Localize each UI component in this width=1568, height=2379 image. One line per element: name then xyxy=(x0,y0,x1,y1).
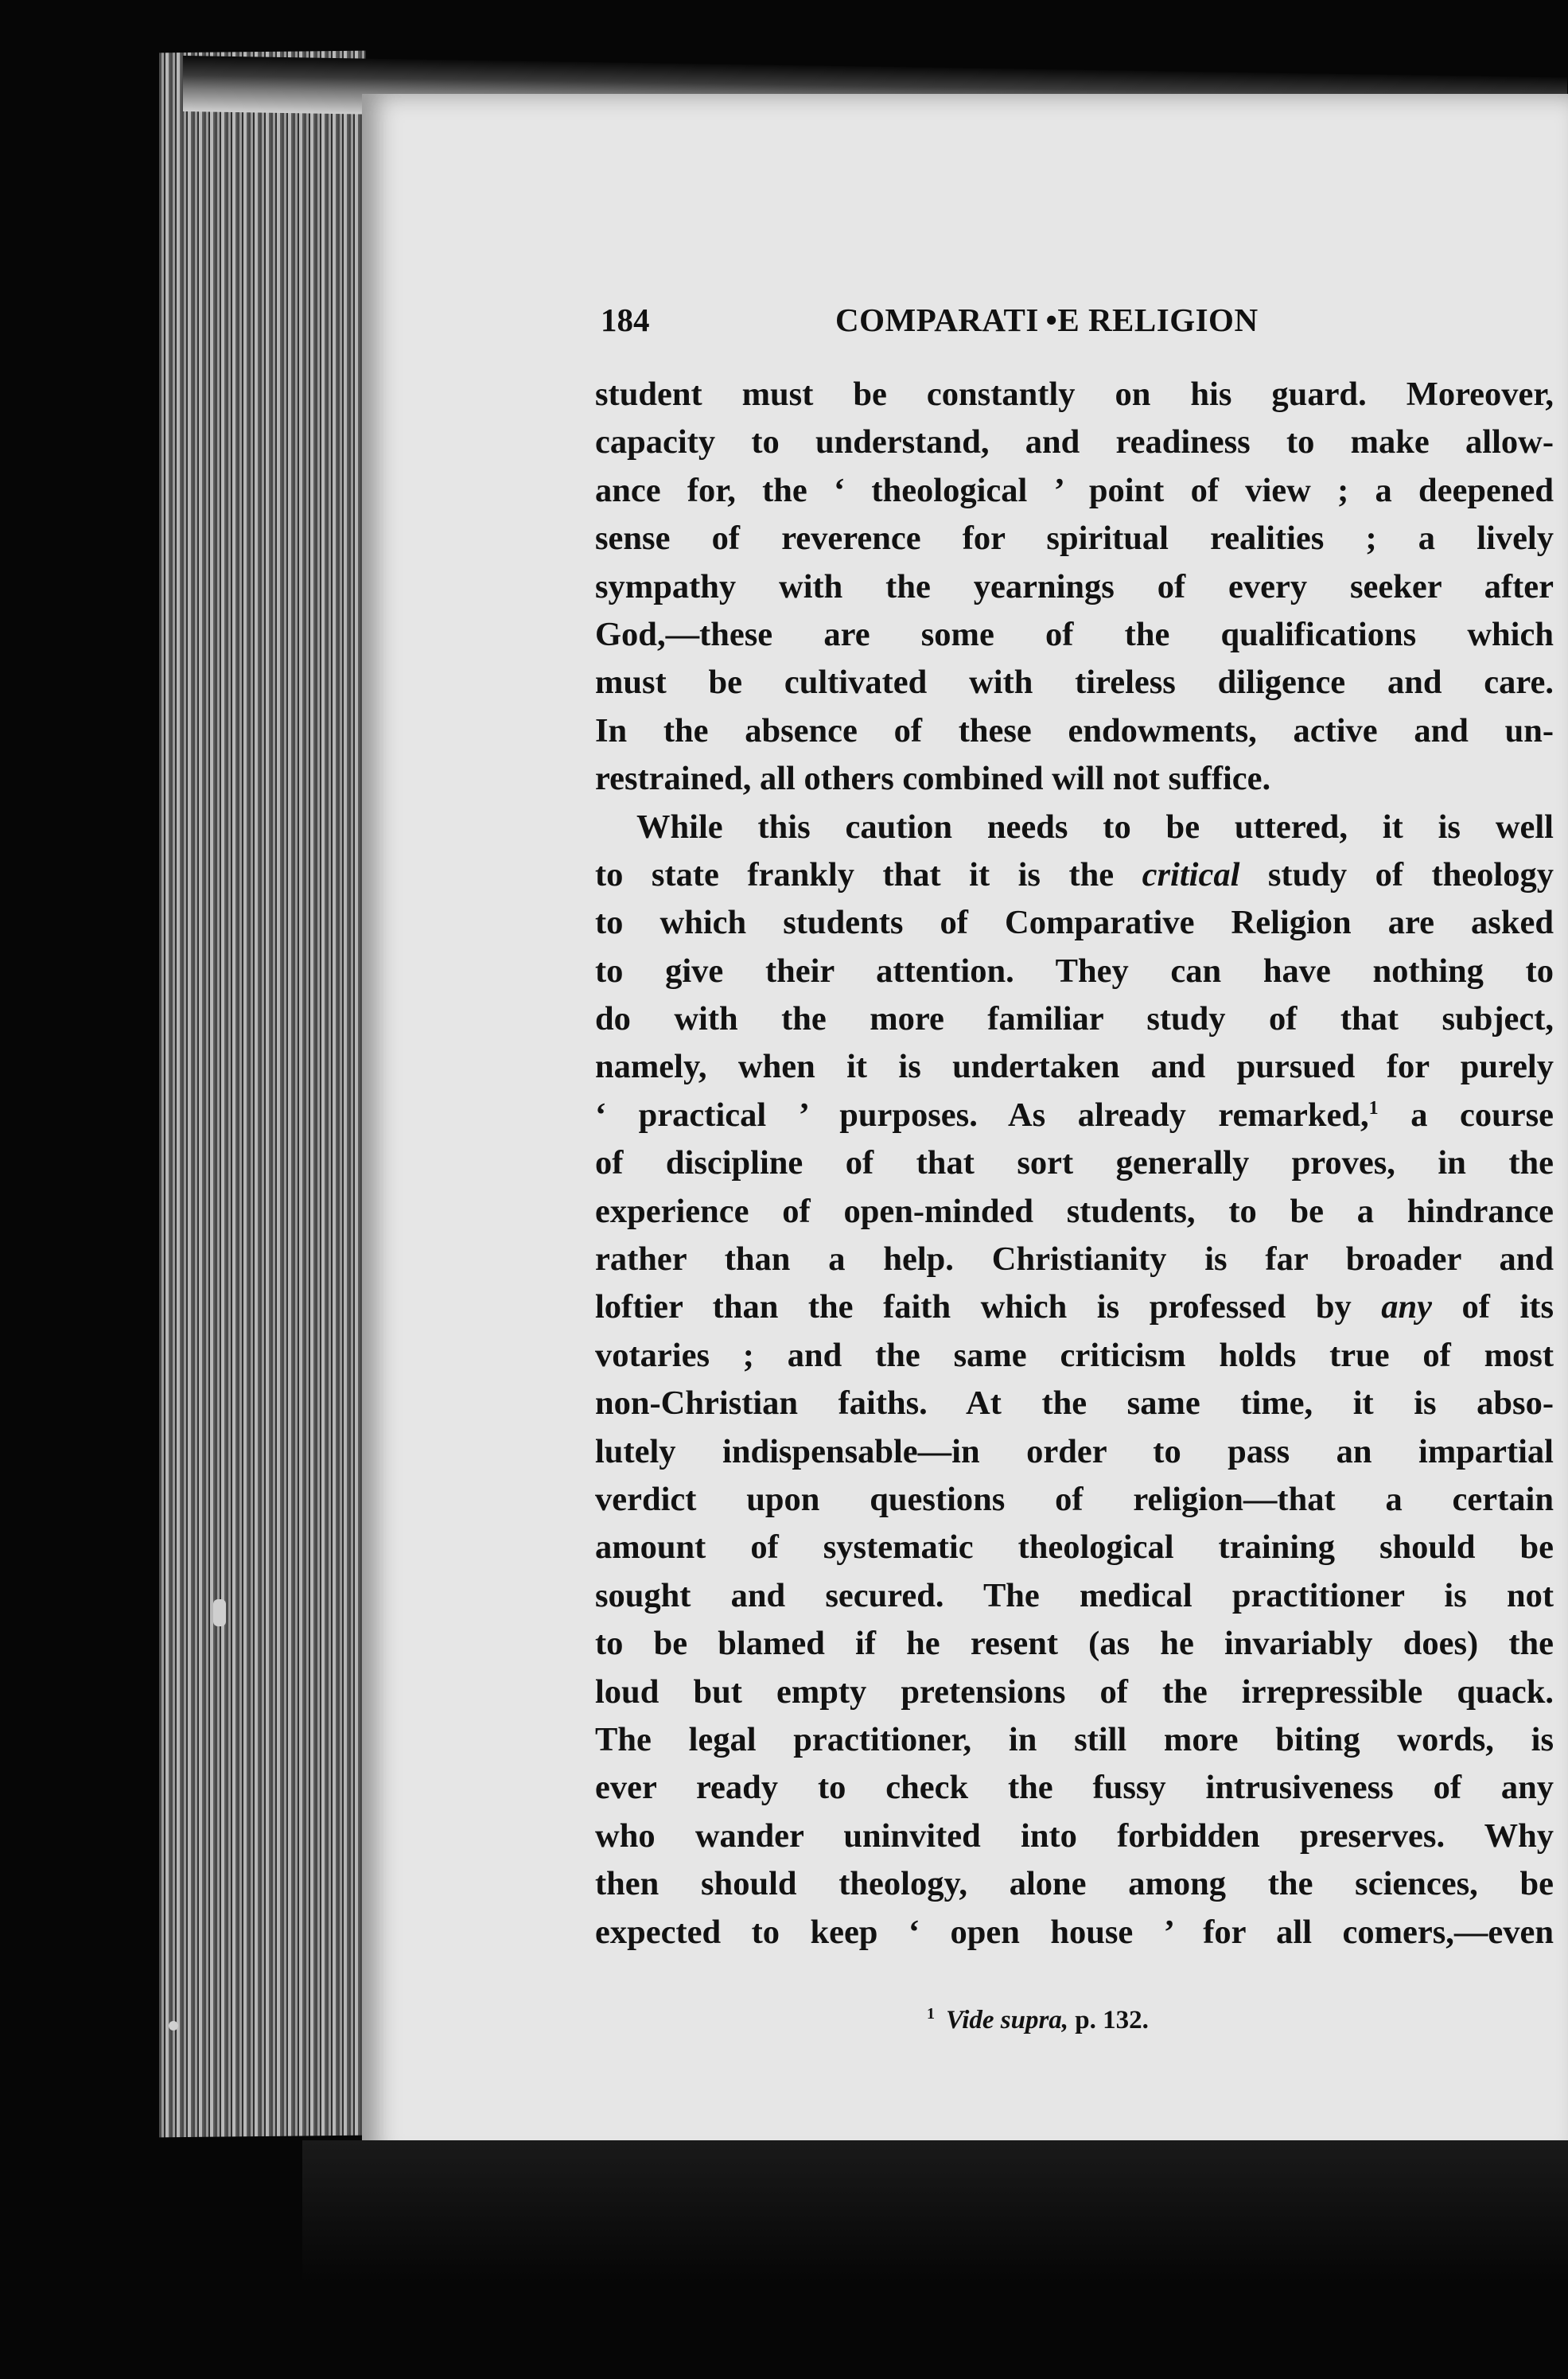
text-line: capacity to understand, and readiness to make allow- xyxy=(595,423,1554,461)
page-number: 184 xyxy=(601,302,650,338)
footnote xyxy=(927,2005,1149,2035)
scan-speck xyxy=(169,2021,178,2031)
text-line: sought and secured. The medical practitioner is not xyxy=(595,1576,1554,1614)
text-line: The legal practitioner, in still more biting words, is xyxy=(595,1720,1554,1758)
text-line: to state frankly that it is the critical study of theology xyxy=(595,855,1554,894)
text-line: ance for, the ‘ theological ’ point of view ; a deepened xyxy=(595,471,1554,509)
text-line: then should theology, alone among the sciences, be xyxy=(595,1865,1554,1903)
text-line: In the absence of these endowments, active and un- xyxy=(595,711,1554,750)
footnote-marker: 1 xyxy=(927,2005,935,2023)
text-line: must be cultivated with tireless diligence and care. xyxy=(595,664,1554,702)
text-line: restrained, all others combined will not suffice. xyxy=(595,760,1271,798)
text-line: ‘ practical ’ purposes. As already remarked,$^1$ a course xyxy=(595,1096,1554,1134)
text-line: student must be constantly on his guard. Moreover, xyxy=(595,376,1554,413)
text-line: who wander uninvited into forbidden preserves. Why xyxy=(595,1816,1554,1855)
text-line: loud but empty pretensions of the irrepressible quack. xyxy=(595,1672,1554,1711)
running-header xyxy=(601,301,1563,348)
page-bottom-shadow xyxy=(302,2140,1568,2379)
text-line: verdict upon questions of religion—that a certain xyxy=(595,1480,1554,1518)
text-line: God,—these are some of the qualifications which xyxy=(595,615,1554,653)
footnote-reference: 1 xyxy=(1368,1097,1379,1119)
emphasis: any xyxy=(1381,1288,1432,1326)
text-line: do with the more familiar study of that subject, xyxy=(595,1000,1554,1038)
text-line: to which students of Comparative Religion are asked xyxy=(595,904,1554,942)
text-line: to give their attention. They can have nothing to xyxy=(595,952,1554,990)
footnote-citation-italic: Vide supra, xyxy=(946,2006,1069,2034)
text-line: expected to keep ‘ open house ’ for all comers,—even xyxy=(595,1913,1554,1951)
text-line: sympathy with the yearnings of every seeker after xyxy=(595,567,1554,605)
footnote-citation-page: p. 132. xyxy=(1068,2006,1149,2034)
scan-speck xyxy=(213,1599,226,1626)
text-line: votaries ; and the same criticism holds true of most xyxy=(595,1336,1554,1374)
emphasis: critical xyxy=(1142,855,1240,894)
paragraph-start-line: While this caution needs to be uttered, it is well xyxy=(636,808,1554,846)
text-line: amount of systematic theological training should be xyxy=(595,1528,1554,1567)
text-line: rather than a help. Christianity is far broader and xyxy=(595,1240,1554,1279)
text-line: sense of reverence for spiritual realities ; a lively xyxy=(595,520,1554,558)
running-title: COMPARATI •E RELIGION xyxy=(835,302,1259,338)
text-line: to be blamed if he resent (as he invariably does) the xyxy=(595,1625,1554,1663)
text-line: namely, when it is undertaken and pursued for purely xyxy=(595,1048,1554,1086)
text-line: lutely indispensable—in order to pass an impartial xyxy=(595,1432,1554,1470)
text-line: of discipline of that sort generally proves, in the xyxy=(595,1144,1554,1182)
text-line: experience of open-minded students, to be a hindrance xyxy=(595,1192,1554,1230)
text-line: non-Christian faiths. At the same time, it is abso- xyxy=(595,1384,1554,1423)
body-text xyxy=(595,371,1554,1957)
text-line: ever ready to check the fussy intrusiveness of any xyxy=(595,1769,1554,1807)
text-line: loftier than the faith which is professed by any of its xyxy=(595,1288,1554,1326)
book-page-edges xyxy=(159,51,366,2138)
